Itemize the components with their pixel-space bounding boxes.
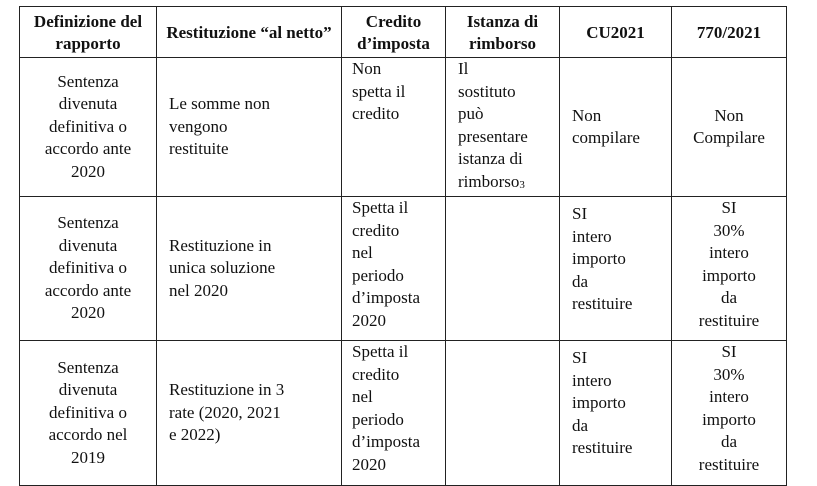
cell-line: credito [352, 104, 400, 123]
cell-line: 2020 [352, 454, 386, 474]
header-restituzione: Restituzione “al netto” [157, 7, 342, 58]
cell-definizione [20, 341, 157, 486]
cell-line: nel [352, 243, 373, 262]
cell-line: Le somme non [169, 94, 271, 114]
table-header-row [20, 7, 787, 58]
cell-line: restituire [572, 294, 633, 313]
cell-line: restituire [698, 454, 760, 474]
cell-line: vengono [169, 116, 228, 136]
cell-credito [342, 341, 446, 486]
cell-line: 30% [713, 364, 745, 384]
cell-line: e 2022) [169, 425, 221, 445]
cell-line: d’imposta [352, 432, 420, 451]
cell-line: Spetta il [352, 342, 409, 361]
cell-restituzione [157, 341, 342, 486]
cell-line: importo [702, 409, 756, 429]
cell-line: da [720, 432, 738, 451]
cell-line: Compilare [693, 128, 765, 147]
table-row [20, 197, 787, 341]
cell-line: Restituzione in [169, 235, 272, 255]
cell-770-2021 [672, 58, 787, 197]
cell-line: da [720, 288, 738, 307]
cell-line: Sentenza [57, 357, 119, 377]
cell-line: istanza di [458, 149, 523, 168]
footnote-marker: 3 [519, 178, 525, 191]
cell-line: definitiva o [49, 116, 127, 136]
cell-line: importo [702, 265, 756, 285]
header-cu2021: CU2021 [560, 7, 672, 58]
cell-line: rate (2020, 2021 [169, 402, 281, 422]
cell-line: definitiva o [49, 402, 127, 422]
cell-line: divenuta [58, 380, 118, 400]
cell-770-2021 [672, 341, 787, 486]
header-credito: Credito d’imposta [342, 7, 446, 58]
cell-line: nel [352, 387, 373, 406]
cell-line: divenuta [58, 235, 118, 255]
cell-istanza [446, 58, 560, 197]
cell-line: 2020 [352, 310, 386, 330]
cell-line: restituire [698, 310, 760, 330]
table-row [20, 58, 787, 197]
cell-line: d’imposta [352, 288, 420, 307]
cell-line: compilare [572, 128, 640, 147]
cell-line: importo [572, 393, 626, 412]
cell-line: sostituto [458, 81, 516, 101]
cell-line: definitiva o [49, 258, 127, 278]
cell-line: 30% [713, 220, 745, 240]
cell-line: intero [709, 387, 749, 406]
cell-cu2021 [560, 341, 672, 486]
cell-line: periodo [352, 409, 404, 429]
cell-line: nel 2020 [169, 280, 229, 300]
cell-restituzione [157, 58, 342, 197]
cell-credito [342, 58, 446, 197]
cell-line: Spetta il [352, 198, 409, 217]
cell-definizione [20, 197, 157, 341]
cell-line: accordo ante [44, 139, 132, 159]
cell-line: intero [572, 370, 612, 390]
cell-line: credito [352, 364, 400, 384]
cell-restituzione [157, 197, 342, 341]
cell-line: presentare [458, 126, 528, 146]
header-770-2021: 770/2021 [672, 7, 787, 58]
cell-line: SI [721, 342, 737, 361]
cell-line: 2019 [71, 447, 105, 467]
cell-cu2021 [560, 197, 672, 341]
cell-credito [342, 197, 446, 341]
cell-istanza [446, 341, 560, 486]
cell-line: Il [458, 59, 469, 78]
cell-istanza [446, 197, 560, 341]
tax-table [19, 6, 787, 486]
cell-line: divenuta [58, 94, 118, 114]
cell-line: accordo nel [48, 425, 128, 445]
cell-line: rimborso3 [458, 171, 525, 191]
cell-line: Non [714, 105, 744, 125]
cell-line: da [572, 415, 589, 435]
header-definizione: Definizione del rapporto [20, 7, 157, 58]
cell-770-2021 [672, 197, 787, 341]
cell-line: importo [572, 249, 626, 268]
table-row [20, 341, 787, 486]
header-istanza: Istanza di rimborso [446, 7, 560, 58]
cell-line: restituire [572, 438, 633, 457]
cell-line: Restituzione in 3 [169, 380, 285, 400]
cell-line: Sentenza [57, 213, 119, 233]
cell-line: restituite [169, 139, 229, 159]
cell-line: Non [352, 59, 382, 78]
cell-line: accordo ante [44, 280, 132, 300]
cell-line: 2020 [71, 161, 105, 181]
cell-line: SI [721, 198, 737, 217]
cell-line: intero [572, 226, 612, 246]
cell-definizione [20, 58, 157, 197]
cell-line: Non [572, 105, 602, 125]
cell-line: 2020 [71, 303, 105, 323]
cell-cu2021 [560, 58, 672, 197]
cell-line: Sentenza [57, 71, 119, 91]
cell-line: SI [572, 348, 588, 367]
cell-line: da [572, 271, 589, 291]
cell-line: periodo [352, 265, 404, 285]
cell-line: unica soluzione [169, 258, 276, 278]
cell-line: intero [709, 243, 749, 262]
cell-line: spetta il [352, 81, 406, 101]
cell-line: SI [572, 204, 588, 223]
cell-line: può [458, 104, 484, 123]
cell-line: credito [352, 220, 400, 240]
